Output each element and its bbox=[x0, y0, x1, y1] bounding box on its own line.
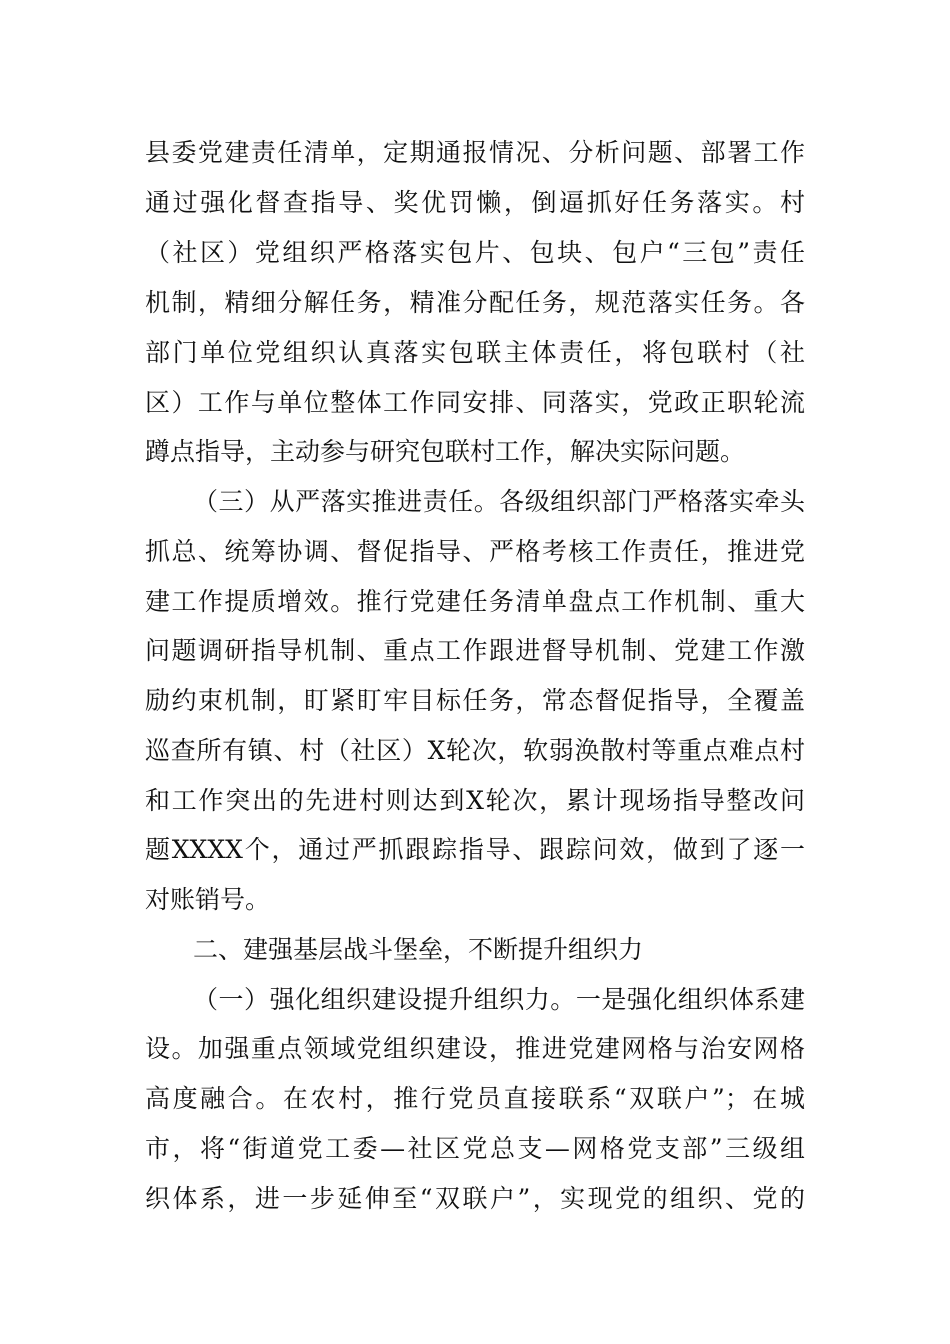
paragraph-line: 问题调研指导机制、重点工作跟进督导机制、党建工作激 bbox=[145, 636, 805, 665]
paragraph-line: 织体系，进一步延伸至“双联户”，实现党的组织、党的 bbox=[145, 1184, 805, 1213]
paragraph-line: 建工作提质增效。推行党建任务清单盘点工作机制、重大 bbox=[145, 587, 805, 616]
paragraph-line: 高度融合。在农村，推行党员直接联系“双联户”；在城 bbox=[145, 1084, 805, 1113]
paragraph-line: 对账销号。 bbox=[145, 885, 271, 914]
paragraph-line: 和工作突出的先进村则达到X轮次，累计现场指导整改问 bbox=[145, 786, 805, 815]
paragraph-line: 励约束机制，盯紧盯牢目标任务，常态督促指导，全覆盖 bbox=[145, 686, 805, 715]
paragraph-line: 蹲点指导，主动参与研究包联村工作，解决实际问题。 bbox=[145, 437, 746, 466]
paragraph-line: 抓总、统筹协调、督促指导、严格考核工作责任，推进党 bbox=[145, 537, 805, 566]
paragraph-line: 县委党建责任清单，定期通报情况、分析问题、部署工作 bbox=[145, 138, 805, 167]
paragraph-line: （三）从严落实推进责任。各级组织部门严格落实牵头 bbox=[193, 487, 805, 516]
paragraph-line: 题XXXX个，通过严抓跟踪指导、跟踪问效，做到了逐一 bbox=[145, 835, 805, 864]
paragraph-line: 部门单位党组织认真落实包联主体责任，将包联村（社 bbox=[145, 338, 805, 367]
paragraph-line: 机制，精细分解任务，精准分配任务，规范落实任务。各 bbox=[145, 288, 805, 317]
paragraph-line: 市，将“街道党工委—社区党总支—网格党支部”三级组 bbox=[145, 1134, 805, 1163]
paragraph-line: （社区）党组织严格落实包片、包块、包户“三包”责任 bbox=[145, 238, 805, 267]
paragraph-line: 区）工作与单位整体工作同安排、同落实，党政正职轮流 bbox=[145, 388, 805, 417]
paragraph-line: （一）强化组织建设提升组织力。一是强化组织体系建 bbox=[193, 985, 805, 1014]
paragraph-line: 通过强化督查指导、奖优罚懒，倒逼抓好任务落实。村 bbox=[145, 188, 805, 217]
paragraph-line: 设。加强重点领域党组织建设，推进党建网格与治安网格 bbox=[145, 1034, 805, 1063]
section-heading: 二、建强基层战斗堡垒，不断提升组织力 bbox=[193, 935, 644, 964]
paragraph-line: 巡查所有镇、村（社区）X轮次，软弱涣散村等重点难点村 bbox=[145, 736, 805, 765]
